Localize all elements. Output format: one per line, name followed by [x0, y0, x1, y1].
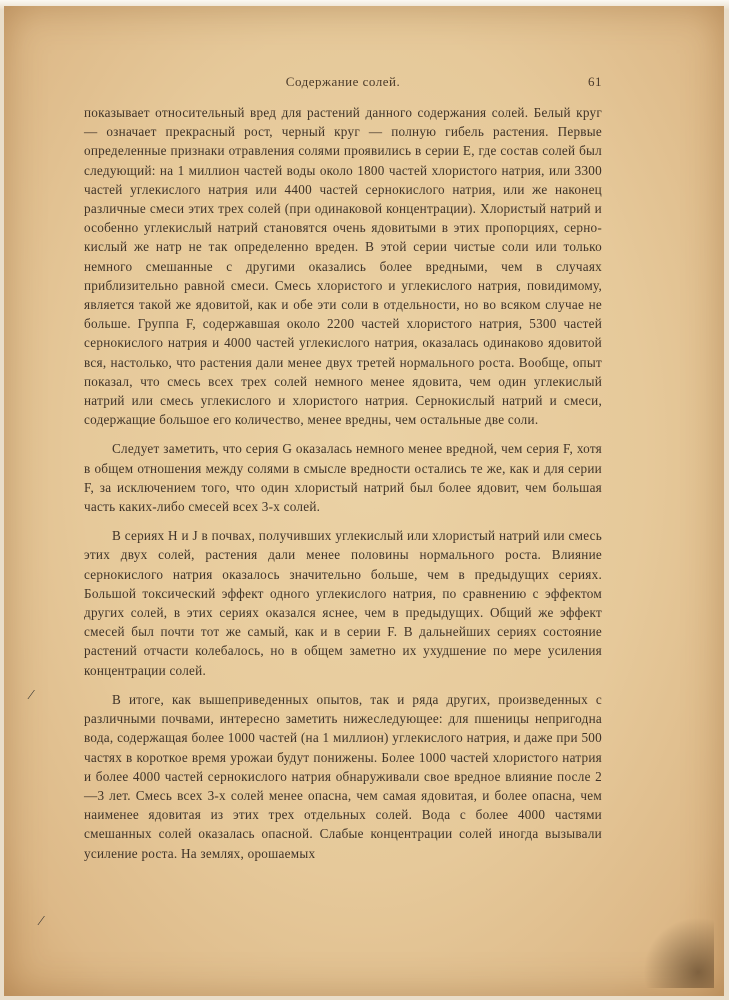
page-stain	[634, 908, 714, 988]
running-title: Содержание солей.	[285, 74, 401, 89]
margin-mark-icon-2: ⁄	[40, 914, 43, 929]
page-number: 61	[588, 74, 602, 89]
paragraph-3: В сериях H и J в почвах, получивших углекислый или хлористый натрий или смесь этих двух солей, растения дали менее половины нормального роста. Влияние сернокислого натрия оказалось значительно больше, чем в предыдущих сериях. Большой токсический эффект одного углекислого натрия, по сравнению с эффектом других солей, в этих сериях оказался яснее, чем в предыдущих. Общий же эффект смесей был почти тот же самый, как и в серии F. В дальнейших сериях состояние растений отчасти колебалось, но в общем заметно их ухудшение по мере усиления концентрации солей.	[84, 528, 602, 678]
running-header	[84, 74, 602, 92]
paragraph-2: Следует заметить, что серия G оказалась немного менее вредной, чем серия F, хотя в общем отношения между солями в смысле вредности остались те же, как и для серии F, за исключением того, что один хлористый натрий был более ядовит, чем большая часть каких-либо смесей всех 3-х солей.	[84, 441, 602, 515]
paragraph-1: показывает относительный вред для растений данного содержания солей. Белый круг — означает прекрасный рост, черный круг — полную гибель растения. Первые определенные признаки отравления солями проявились в серии E, где состав солей был следующий: на 1 миллион частей воды около 1800 частей хлористого натрия, или 3300 частей углекислого натрия или 4400 частей сернокислого натрия, или же наконец различные смеси этих трех солей (при одинаковой концентрации). Хлористый натрий и особенно углекислый натрий становятся очень ядовитыми в этих пропорциях, серно-кислый же натр не так определенно вреден. В этой серии чистые соли или только немного смешанные с другими оказались более вредными, чем в случаях приблизительно равной смеси. Смесь хлористого и углекислого натрия, повидимому, является такой же ядовитой, как и обе эти соли в отдельности, но во всяком случае не больше. Группа F, содержавшая около 2200 частей хлористого натрия, 5300 частей сернокислого натрия и 4000 частей углекислого натрия, оказалась одинаково ядовитой вся, настолько, что растения дали менее двух третей нормального роста. Вообще, опыт показал, что смесь всех трех солей немного менее ядовита, чем один углекислый натрий или смесь углекислого и хлористого натрия. Сернокислый натрий и смеси, содержащие большое его количество, менее вредны, чем остальные две соли.	[84, 105, 602, 428]
margin-mark-icon: ⁄	[30, 688, 33, 703]
paragraph-4: В итоге, как вышеприведенных опытов, так и ряда других, произведенных с различными почвами, интересно заметить нижеследующее: для пшеницы непригодна вода, содержащая более 1000 частей (на 1 миллион) углекислого натрия, и даже при 500 частях в короткое время урожаи будут понижены. Более 1000 частей хлористого натрия и более 4000 частей сернокислого натрия обнаруживали свое вредное влияние после 2—3 лет. Смесь всех 3-х солей менее опасна, чем самая ядовитая, и более опасна, чем наименее ядовитая из этих трех отдельных солей. Вода с более 4000 частями смешанных солей оказалась опасной. Слабые концентрации солей иногда вызывали усиление роста. На землях, орошаемых	[84, 691, 602, 861]
body-text	[84, 103, 602, 873]
